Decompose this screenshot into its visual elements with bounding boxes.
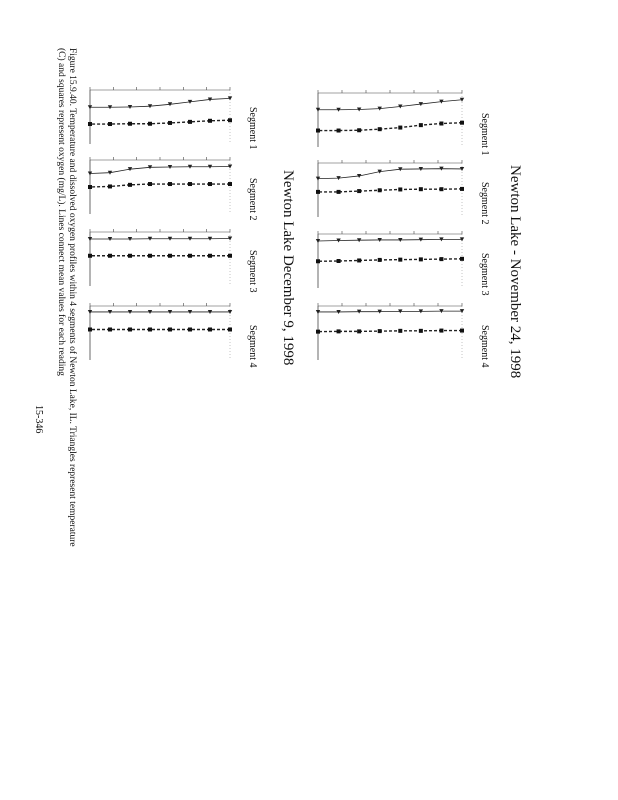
oxygen-point: [398, 126, 402, 130]
oxygen-point: [439, 329, 443, 333]
segment-label: Segment 1: [479, 113, 490, 156]
oxygen-point: [128, 183, 132, 187]
oxygen-point: [128, 254, 132, 258]
page-number: 15-346: [33, 405, 44, 434]
figure-caption-line-1: Figure 15.9.40. Temperature and dissolved oxygen profiles within 4 segments of Newton Lake, IL. Triangles represent temperature: [67, 48, 77, 547]
oxygen-point: [128, 327, 132, 331]
oxygen-point: [337, 129, 341, 133]
oxygen-point: [108, 184, 112, 188]
oxygen-point: [357, 329, 361, 333]
oxygen-point: [88, 254, 92, 258]
oxygen-point: [419, 123, 423, 127]
oxygen-point: [108, 122, 112, 126]
figure-caption-line-2: (C) and squares represent oxygen (mg/L). Lines connect mean values for each reading: [56, 48, 66, 376]
oxygen-point: [88, 327, 92, 331]
oxygen-point: [316, 330, 320, 334]
oxygen-point: [208, 119, 212, 123]
oxygen-point: [460, 187, 464, 191]
oxygen-point: [337, 190, 341, 194]
segment-label: Segment 4: [247, 325, 258, 368]
oxygen-point: [208, 254, 212, 258]
oxygen-point: [419, 329, 423, 333]
figure-title-december: Newton Lake December 9, 1998: [280, 170, 296, 366]
oxygen-point: [148, 327, 152, 331]
oxygen-point: [228, 254, 232, 258]
oxygen-point: [188, 254, 192, 258]
oxygen-point: [316, 129, 320, 133]
segment-label: Segment 4: [479, 325, 490, 368]
oxygen-point: [168, 121, 172, 125]
oxygen-point: [148, 122, 152, 126]
oxygen-point: [148, 182, 152, 186]
segment-label: Segment 3: [479, 253, 490, 296]
oxygen-point: [419, 187, 423, 191]
oxygen-point: [439, 257, 443, 261]
oxygen-point: [398, 258, 402, 262]
oxygen-point: [460, 121, 464, 125]
oxygen-point: [188, 182, 192, 186]
oxygen-point: [398, 329, 402, 333]
oxygen-point: [357, 189, 361, 193]
segment-label: Segment 3: [247, 250, 258, 293]
oxygen-point: [188, 327, 192, 331]
oxygen-point: [228, 118, 232, 122]
oxygen-point: [168, 182, 172, 186]
oxygen-point: [228, 182, 232, 186]
oxygen-point: [378, 188, 382, 192]
oxygen-point: [168, 327, 172, 331]
oxygen-point: [357, 128, 361, 132]
segment-label: Segment 2: [247, 178, 258, 221]
oxygen-point: [148, 254, 152, 258]
oxygen-point: [108, 327, 112, 331]
oxygen-point: [439, 187, 443, 191]
oxygen-point: [88, 122, 92, 126]
segment-label: Segment 2: [479, 182, 490, 225]
oxygen-point: [419, 257, 423, 261]
oxygen-point: [88, 185, 92, 189]
segment-label: Segment 1: [247, 107, 258, 150]
oxygen-point: [228, 327, 232, 331]
oxygen-point: [337, 329, 341, 333]
oxygen-point: [357, 258, 361, 262]
oxygen-point: [316, 190, 320, 194]
oxygen-point: [398, 187, 402, 191]
oxygen-point: [378, 127, 382, 131]
oxygen-point: [188, 120, 192, 124]
oxygen-point: [316, 259, 320, 263]
oxygen-point: [128, 122, 132, 126]
oxygen-point: [378, 258, 382, 262]
oxygen-point: [208, 182, 212, 186]
oxygen-point: [460, 257, 464, 261]
oxygen-point: [168, 254, 172, 258]
figure-title-november: Newton Lake - November 24, 1998: [507, 165, 523, 379]
oxygen-point: [108, 254, 112, 258]
oxygen-point: [439, 122, 443, 126]
oxygen-point: [378, 329, 382, 333]
oxygen-point: [460, 329, 464, 333]
oxygen-point: [337, 259, 341, 263]
oxygen-point: [208, 327, 212, 331]
